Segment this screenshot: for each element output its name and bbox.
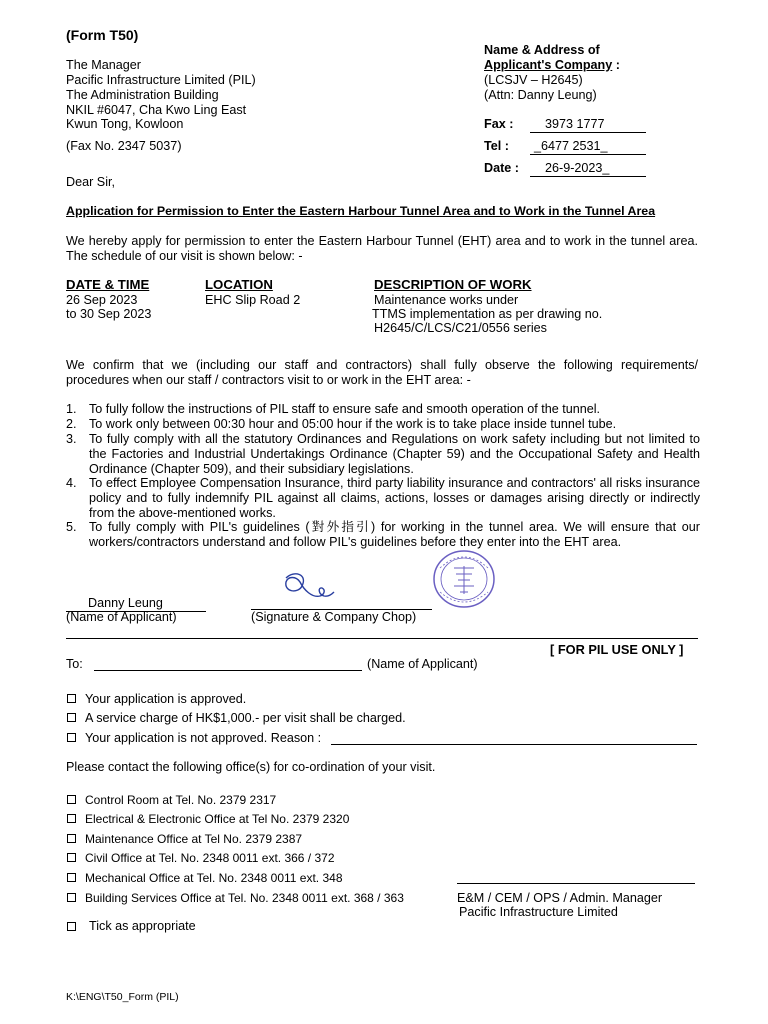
col-date-header: DATE & TIME <box>66 277 150 292</box>
manager-company: Pacific Infrastructure Limited <box>459 905 618 919</box>
office-checkbox[interactable] <box>67 834 76 843</box>
signature-mark <box>272 568 342 608</box>
section-divider <box>66 638 698 639</box>
to-name-field[interactable] <box>94 670 362 671</box>
recipient-line: Kwun Tong, Kowloon <box>66 117 184 131</box>
office-item: Control Room at Tel. No. 2379 2317 <box>85 793 277 807</box>
applicant-attn: (Attn: Danny Leung) <box>484 88 597 102</box>
tel-value: _6477 2531_ <box>530 139 646 155</box>
list-item-text: To effect Employee Compensation Insurance, third party liability insurance and contractors' all risks insurance policy and to fully indemnify PIL against all claims, actions, losses or damages arising directly or indirectly from the above-mentioned works. <box>89 476 700 520</box>
list-item-text: To work only between 00:30 hour and 05:00 hour if the work is to take place inside tunnel tube. <box>89 417 617 431</box>
approved-label: Your application is approved. <box>85 692 247 706</box>
service-charge-label: A service charge of HK$1,000.- per visit shall be charged. <box>85 711 406 725</box>
office-checkbox[interactable] <box>67 853 76 862</box>
office-checkbox[interactable] <box>67 795 76 804</box>
list-item-text: To fully follow the instructions of PIL staff to ensure safe and smooth operation of the tunnel. <box>89 402 601 416</box>
office-item: Building Services Office at Tel. No. 2348 0011 ext. 368 / 363 <box>85 891 404 905</box>
applicant-heading-2 <box>484 58 620 73</box>
list-item-number: 3. <box>66 432 77 446</box>
confirm-paragraph: We confirm that we (including our staff and contractors) shall fully observe the following requirements/ procedures when our staff / contractors visit to or work in the EHT area: - <box>66 358 698 387</box>
col-description-header: DESCRIPTION OF WORK <box>374 277 532 292</box>
schedule-location: EHC Slip Road 2 <box>205 293 301 307</box>
footer-file-path: K:\ENG\T50_Form (PIL) <box>66 991 179 1003</box>
contact-intro: Please contact the following office(s) for co-ordination of your visit. <box>66 760 436 774</box>
tick-note: Tick as appropriate <box>89 919 196 933</box>
recipient-line: The Manager <box>66 58 141 72</box>
office-item: Electrical & Electronic Office at Tel No. 2379 2320 <box>85 812 350 826</box>
not-approved-label: Your application is not approved. Reason : <box>85 731 322 745</box>
not-approved-checkbox[interactable] <box>67 733 76 742</box>
applicant-company: (LCSJV – H2645) <box>484 73 583 87</box>
schedule-description: Maintenance works under <box>374 293 519 307</box>
col-location-header: LOCATION <box>205 277 273 292</box>
applicant-name: Danny Leung <box>66 596 206 612</box>
applicant-heading-colon: : <box>612 58 620 72</box>
subject-line: Application for Permission to Enter the Eastern Harbour Tunnel Area and to Work in the Tunnel Area <box>66 204 656 218</box>
list-item-text: To fully comply with PIL's guidelines (對外指引) for working in the tunnel area. We will ensure that our workers/contractors understand and follow PIL's guidelines before they enter into the EHT area. <box>89 520 700 549</box>
fax-label: Fax : <box>484 117 514 131</box>
salutation: Dear Sir, <box>66 175 115 189</box>
office-item: Mechanical Office at Tel. No. 2348 0011 ext. 348 <box>85 871 343 885</box>
name-caption: (Name of Applicant) <box>66 610 177 624</box>
approved-checkbox[interactable] <box>67 694 76 703</box>
office-item: Maintenance Office at Tel No. 2379 2387 <box>85 832 303 846</box>
date-value: 26-9-2023_ <box>530 161 646 177</box>
office-item: Civil Office at Tel. No. 2348 0011 ext. 366 / 372 <box>85 851 335 865</box>
applicant-heading-text: Applicant's Company <box>484 58 613 72</box>
to-caption: (Name of Applicant) <box>367 657 478 671</box>
tick-legend-checkbox <box>67 922 76 931</box>
list-item-text: To fully comply with all the statutory Ordinances and Regulations on work safety including but not limited to the Factories and Industrial Undertakings Ordinance (Chapter 59) and the Occupational Safety and Health Ordinance (Chapter 509), and their subsidiary legislations. <box>89 432 700 476</box>
list-item-number: 1. <box>66 402 77 416</box>
recipient-line: NKIL #6047, Cha Kwo Ling East <box>66 103 247 117</box>
recipient-line: Pacific Infrastructure Limited (PIL) <box>66 73 256 87</box>
date-label: Date : <box>484 161 519 175</box>
fax-value: 3973 1777 <box>530 117 646 133</box>
form-id: (Form T50) <box>66 27 139 43</box>
office-checkbox[interactable] <box>67 873 76 882</box>
schedule-date-start: 26 Sep 2023 <box>66 293 138 307</box>
service-charge-checkbox[interactable] <box>67 713 76 722</box>
reason-field[interactable] <box>331 744 697 745</box>
list-item-number: 4. <box>66 476 77 490</box>
recipient-fax: (Fax No. 2347 5037) <box>66 139 182 153</box>
list-item-number: 2. <box>66 417 77 431</box>
pil-use-header: [ FOR PIL USE ONLY ] <box>550 642 684 657</box>
tel-label: Tel : <box>484 139 509 153</box>
company-chop-seal <box>430 548 498 610</box>
schedule-date-end: to 30 Sep 2023 <box>66 307 152 321</box>
to-label: To: <box>66 657 83 671</box>
applicant-heading: Name & Address of <box>484 43 600 57</box>
office-checkbox[interactable] <box>67 814 76 823</box>
list-item-number: 5. <box>66 520 77 534</box>
manager-title: E&M / CEM / OPS / Admin. Manager <box>457 891 663 905</box>
schedule-description: TTMS implementation as per drawing no. <box>372 307 603 321</box>
schedule-drawing-no: H2645/C/LCS/C21/0556 series <box>374 321 547 335</box>
signature-caption: (Signature & Company Chop) <box>251 610 417 624</box>
office-checkbox[interactable] <box>67 893 76 902</box>
recipient-line: The Administration Building <box>66 88 219 102</box>
manager-signature-line <box>457 883 695 884</box>
intro-paragraph: We hereby apply for permission to enter the Eastern Harbour Tunnel (EHT) area and to work in the tunnel area. The schedule of our visit is shown below: - <box>66 234 698 263</box>
